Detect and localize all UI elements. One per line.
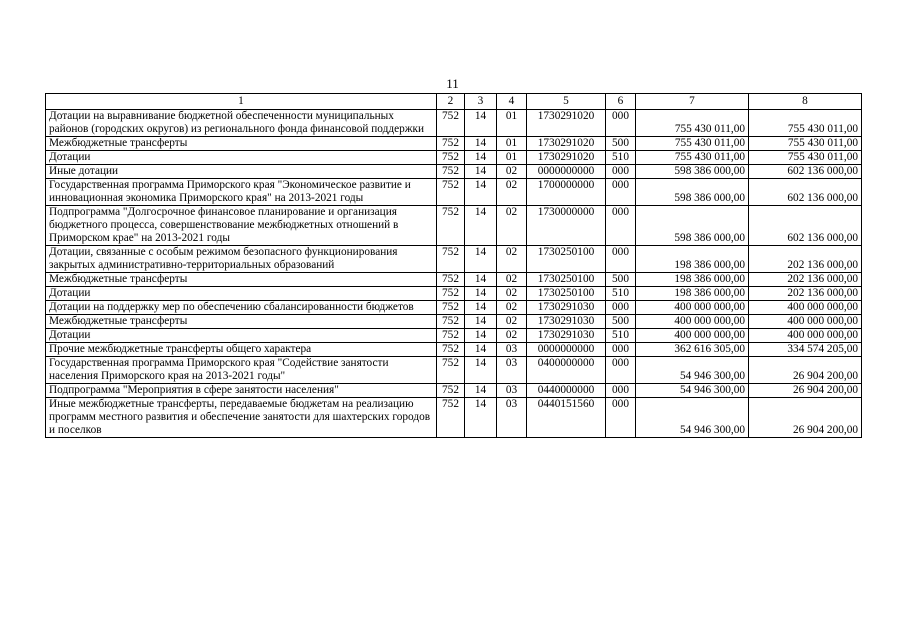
cell-c7: 362 616 305,00: [636, 343, 749, 357]
row-name: Государственная программа Приморского края "Экономическое развитие и инновационная экономика Приморского края" на 2013-2021 годы: [46, 179, 437, 206]
cell-c2: 752: [437, 137, 465, 151]
table-row: [46, 179, 862, 206]
cell-c7: 198 386 000,00: [636, 273, 749, 287]
cell-c3: 14: [465, 384, 497, 398]
cell-c3: 14: [465, 287, 497, 301]
cell-c4: 01: [497, 137, 527, 151]
cell-c8: 26 904 200,00: [749, 357, 862, 384]
cell-c8: 400 000 000,00: [749, 301, 862, 315]
page-number: 11: [446, 76, 459, 91]
cell-c5: 1730291030: [527, 315, 606, 329]
cell-c7: 400 000 000,00: [636, 315, 749, 329]
cell-c7: 54 946 300,00: [636, 357, 749, 384]
cell-c5: 1730291030: [527, 329, 606, 343]
cell-c2: 752: [437, 357, 465, 384]
header-cell: 4: [497, 94, 527, 110]
cell-c7: 755 430 011,00: [636, 110, 749, 137]
table-row: [46, 315, 862, 329]
table-row: [46, 165, 862, 179]
cell-c4: 01: [497, 151, 527, 165]
cell-c4: 03: [497, 343, 527, 357]
cell-c3: 14: [465, 343, 497, 357]
cell-c8: 334 574 205,00: [749, 343, 862, 357]
header-cell: 1: [46, 94, 437, 110]
cell-c7: 755 430 011,00: [636, 137, 749, 151]
cell-c3: 14: [465, 137, 497, 151]
cell-c6: 510: [606, 329, 636, 343]
cell-c6: 000: [606, 206, 636, 246]
row-name: Иные межбюджетные трансферты, передаваемые бюджетам на реализацию программ местного развития и обеспечение занятости для шахтерских городов и поселков: [46, 398, 437, 438]
cell-c5: 0400000000: [527, 357, 606, 384]
cell-c8: 602 136 000,00: [749, 206, 862, 246]
row-name: Дотации: [46, 287, 437, 301]
cell-c3: 14: [465, 165, 497, 179]
cell-c7: 54 946 300,00: [636, 384, 749, 398]
cell-c8: 755 430 011,00: [749, 110, 862, 137]
row-name: Дотации, связанные с особым режимом безопасного функционирования закрытых административно-территориальных образований: [46, 246, 437, 273]
table-row: [46, 398, 862, 438]
cell-c4: 02: [497, 246, 527, 273]
cell-c2: 752: [437, 329, 465, 343]
cell-c3: 14: [465, 110, 497, 137]
cell-c8: 602 136 000,00: [749, 179, 862, 206]
header-row: [46, 94, 862, 110]
table-row: [46, 357, 862, 384]
cell-c5: 1730291020: [527, 137, 606, 151]
cell-c5: 1730250100: [527, 246, 606, 273]
header-cell: 5: [527, 94, 606, 110]
cell-c2: 752: [437, 287, 465, 301]
table-row: [46, 206, 862, 246]
row-name: Подпрограмма "Мероприятия в сфере занятости населения": [46, 384, 437, 398]
row-name: Подпрограмма "Долгосрочное финансовое планирование и организация бюджетного процесса, совершенствование межбюджетных отношений в Приморском крае" на 2013-2021 годы: [46, 206, 437, 246]
cell-c2: 752: [437, 206, 465, 246]
cell-c8: 202 136 000,00: [749, 273, 862, 287]
cell-c4: 02: [497, 287, 527, 301]
header-cell: 3: [465, 94, 497, 110]
cell-c4: 01: [497, 110, 527, 137]
cell-c2: 752: [437, 273, 465, 287]
cell-c8: 26 904 200,00: [749, 398, 862, 438]
cell-c2: 752: [437, 398, 465, 438]
cell-c7: 598 386 000,00: [636, 206, 749, 246]
table-row: [46, 137, 862, 151]
cell-c3: 14: [465, 273, 497, 287]
cell-c5: 0000000000: [527, 343, 606, 357]
cell-c7: 400 000 000,00: [636, 301, 749, 315]
table-row: [46, 329, 862, 343]
cell-c2: 752: [437, 110, 465, 137]
cell-c6: 500: [606, 315, 636, 329]
cell-c6: 000: [606, 398, 636, 438]
header-cell: 2: [437, 94, 465, 110]
cell-c6: 500: [606, 273, 636, 287]
cell-c3: 14: [465, 315, 497, 329]
cell-c8: 26 904 200,00: [749, 384, 862, 398]
cell-c7: 598 386 000,00: [636, 165, 749, 179]
header-cell: 6: [606, 94, 636, 110]
cell-c3: 14: [465, 246, 497, 273]
table-row: [46, 287, 862, 301]
row-name: Межбюджетные трансферты: [46, 137, 437, 151]
row-name: Дотации: [46, 329, 437, 343]
cell-c5: 1730250100: [527, 273, 606, 287]
cell-c7: 400 000 000,00: [636, 329, 749, 343]
cell-c7: 54 946 300,00: [636, 398, 749, 438]
cell-c5: 1730291030: [527, 301, 606, 315]
table-row: [46, 343, 862, 357]
row-name: Прочие межбюджетные трансферты общего характера: [46, 343, 437, 357]
cell-c2: 752: [437, 315, 465, 329]
cell-c3: 14: [465, 329, 497, 343]
cell-c6: 500: [606, 137, 636, 151]
row-name: Дотации на поддержку мер по обеспечению сбалансированности бюджетов: [46, 301, 437, 315]
cell-c8: 755 430 011,00: [749, 137, 862, 151]
cell-c2: 752: [437, 384, 465, 398]
cell-c7: 198 386 000,00: [636, 287, 749, 301]
cell-c5: 0440000000: [527, 384, 606, 398]
table-row: [46, 273, 862, 287]
table-row: [46, 384, 862, 398]
cell-c2: 752: [437, 179, 465, 206]
cell-c4: 02: [497, 179, 527, 206]
cell-c6: 000: [606, 301, 636, 315]
cell-c4: 03: [497, 384, 527, 398]
cell-c4: 03: [497, 357, 527, 384]
cell-c4: 02: [497, 206, 527, 246]
cell-c5: 1730000000: [527, 206, 606, 246]
cell-c4: 02: [497, 315, 527, 329]
cell-c4: 02: [497, 273, 527, 287]
cell-c6: 510: [606, 151, 636, 165]
cell-c8: 602 136 000,00: [749, 165, 862, 179]
cell-c6: 000: [606, 357, 636, 384]
cell-c3: 14: [465, 206, 497, 246]
cell-c3: 14: [465, 151, 497, 165]
row-name: Иные дотации: [46, 165, 437, 179]
cell-c8: 755 430 011,00: [749, 151, 862, 165]
row-name: Дотации: [46, 151, 437, 165]
cell-c6: 000: [606, 343, 636, 357]
row-name: Дотации на выравнивание бюджетной обеспеченности муниципальных районов (городских округов) из регионального фонда финансовой поддержки: [46, 110, 437, 137]
budget-table: [45, 93, 862, 438]
cell-c8: 202 136 000,00: [749, 246, 862, 273]
cell-c3: 14: [465, 179, 497, 206]
cell-c5: 1700000000: [527, 179, 606, 206]
cell-c6: 000: [606, 246, 636, 273]
table-row: [46, 110, 862, 137]
cell-c2: 752: [437, 151, 465, 165]
cell-c5: 0440151560: [527, 398, 606, 438]
cell-c6: 000: [606, 179, 636, 206]
cell-c4: 03: [497, 398, 527, 438]
cell-c6: 510: [606, 287, 636, 301]
cell-c7: 755 430 011,00: [636, 151, 749, 165]
cell-c6: 000: [606, 384, 636, 398]
header-cell: 7: [636, 94, 749, 110]
cell-c5: 1730250100: [527, 287, 606, 301]
cell-c6: 000: [606, 165, 636, 179]
cell-c5: 1730291020: [527, 151, 606, 165]
cell-c8: 202 136 000,00: [749, 287, 862, 301]
cell-c2: 752: [437, 246, 465, 273]
cell-c7: 598 386 000,00: [636, 179, 749, 206]
cell-c4: 02: [497, 301, 527, 315]
row-name: Государственная программа Приморского края "Содействие занятости населения Приморского края на 2013-2021 годы": [46, 357, 437, 384]
cell-c5: 0000000000: [527, 165, 606, 179]
cell-c7: 198 386 000,00: [636, 246, 749, 273]
cell-c4: 02: [497, 165, 527, 179]
row-name: Межбюджетные трансферты: [46, 315, 437, 329]
cell-c3: 14: [465, 357, 497, 384]
cell-c5: 1730291020: [527, 110, 606, 137]
cell-c4: 02: [497, 329, 527, 343]
cell-c3: 14: [465, 301, 497, 315]
cell-c2: 752: [437, 301, 465, 315]
header-cell: 8: [749, 94, 862, 110]
cell-c8: 400 000 000,00: [749, 329, 862, 343]
table-row: [46, 246, 862, 273]
cell-c2: 752: [437, 165, 465, 179]
table-row: [46, 151, 862, 165]
row-name: Межбюджетные трансферты: [46, 273, 437, 287]
cell-c8: 400 000 000,00: [749, 315, 862, 329]
cell-c2: 752: [437, 343, 465, 357]
cell-c6: 000: [606, 110, 636, 137]
table-row: [46, 301, 862, 315]
cell-c3: 14: [465, 398, 497, 438]
